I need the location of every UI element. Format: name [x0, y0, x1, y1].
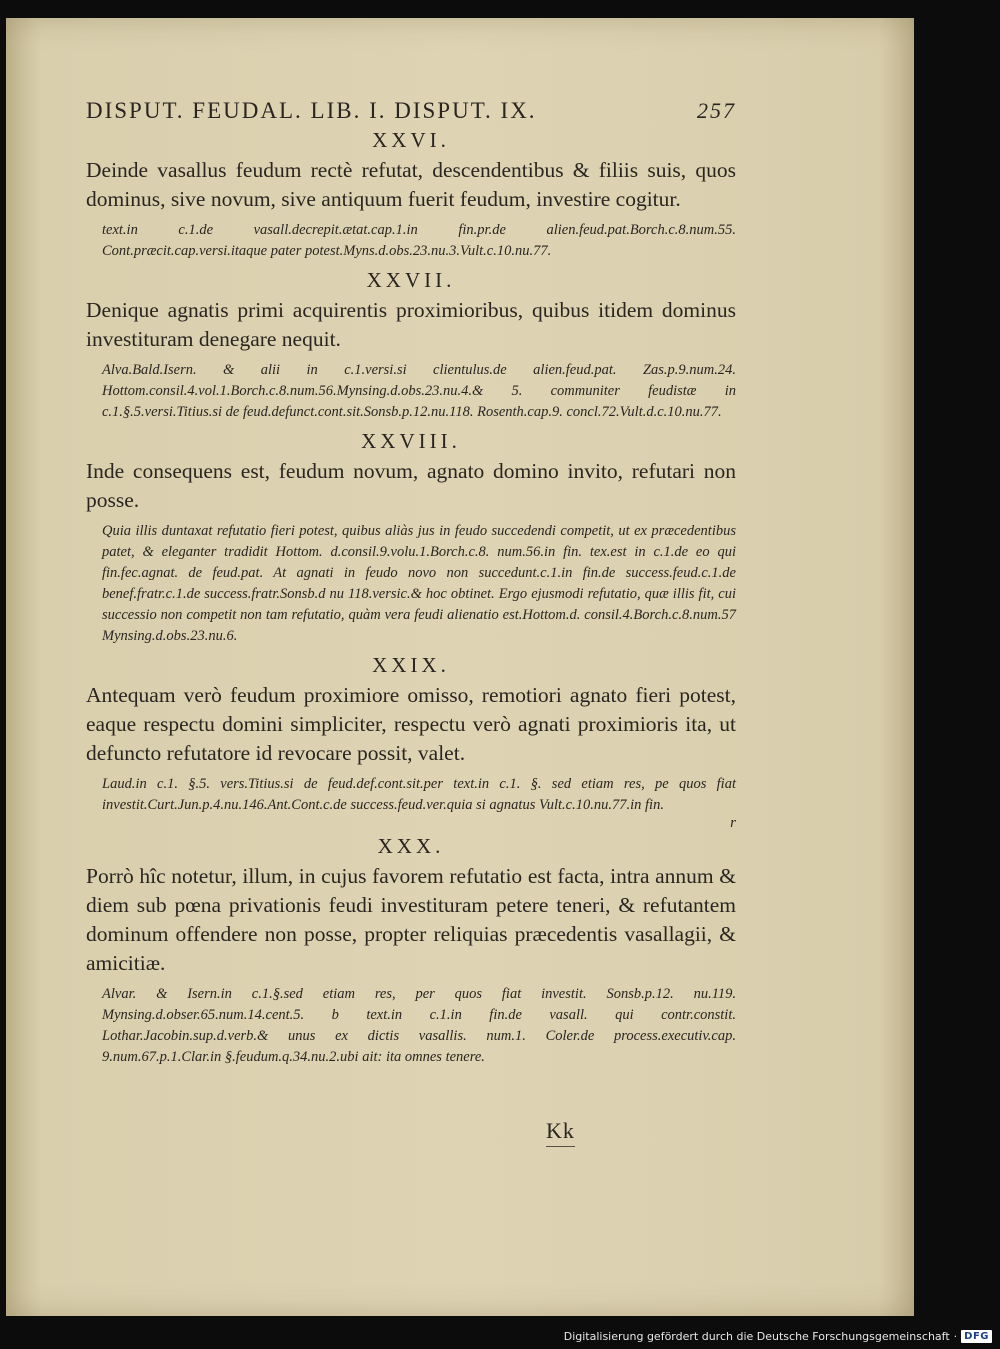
section-title: XXVIII. — [361, 429, 461, 453]
dfg-logo-icon: DFG — [961, 1330, 992, 1343]
section-xxvi — [86, 126, 736, 262]
citation-note: text.in c.1.de vasall.decrepit.ætat.cap.1.in fin.pr.de alien.feud.pat.Borch.c.8.num.55. Cont.præcit.cap.versi.itaque pater potest.Myns.d.obs.23.nu.3.Vult.c.10.nu.77. — [102, 222, 736, 259]
thesis-text: Porrò hîc notetur, illum, in cujus favorem refutatio est facta, intra annum & diem sub pœna privationis feudi investituram petere teneri, & refutantem dominum offendere non posse, propter reliquias præcedentis vasallagii, & amicitiæ. — [86, 864, 736, 975]
section-xxx — [86, 816, 736, 1068]
section-xxix — [86, 651, 736, 816]
citation-note: Laud.in c.1. §.5. vers.Titius.si de feud.def.cont.sit.per text.in c.1. §. sed etiam res, pe quos fiat investit.Curt.Jun.p.4.nu.146.Ant.Cont.c.de success.feud.ver.quia si agnatus Vult.c.10.nu.77.in fin. — [102, 776, 736, 813]
page-content — [86, 98, 736, 1143]
catchword: Kk — [546, 1118, 575, 1147]
thesis-text: Deinde vasallus feudum rectè refutat, descendentibus & filiis suis, quos dominus, sive novum, sive antiquum fuerit feudum, investire cogitur. — [86, 158, 736, 211]
thesis-text: Antequam verò feudum proximiore omisso, remotiori agnato fieri potest, eaque respectu domini simpliciter, respectu verò agnati proximioris ita, ut defuncto refutatore id revocare possit, valet. — [86, 683, 736, 765]
running-header — [86, 98, 736, 124]
citation-note: Alva.Bald.Isern. & alii in c.1.versi.si clientulus.de alien.feud.pat. Zas.p.9.num.24. Hottom.consil.4.vol.1.Borch.c.8.num.56.Mynsing.d.obs.23.nu.4.& 5. communiter feudistæ in c.1.§.5.versi.Titius.si de feud.defunct.cont.sit.Sonsb.p.12.nu.118. Rosenth.cap.9. concl.72.Vult.d.c.10.nu.77. — [102, 362, 736, 420]
footer-credit: Digitalisierung gefördert durch die Deutsche Forschungsgemeinschaft — [563, 1330, 950, 1343]
section-xxviii — [86, 427, 736, 647]
margin-marker: r — [730, 815, 736, 831]
section-xxvii — [86, 266, 736, 423]
thesis-text: Inde consequens est, feudum novum, agnato domino invito, refutari non posse. — [86, 459, 736, 512]
citation-note: Alvar. & Isern.in c.1.§.sed etiam res, per quos fiat investit. Sonsb.p.12. nu.119. Mynsing.d.obser.65.num.14.cent.5. b text.in c.1.in fin.de vasall. qui contr.constit. Lothar.Jacobin.sup.d.verb.& unus ex dictis vasallis. num.1. Coler.de process.executiv.cap. 9.num.67.p.1.Clar.in §.feudum.q.34.nu.2.ubi ait: ita omnes tenere. — [102, 986, 736, 1065]
citation-note: Quia illis duntaxat refutatio fieri potest, quibus aliàs jus in feudo succedendi competit, ut ex præcedentibus patet, & eleganter tradidit Hottom. d.consil.9.volu.1.Borch.c.8. num.56.in fin. tex.est in c.1.de eo qui fin.fec.agnat. de feud.pat. At agnati in feudo novo non succedunt.c.1.in fin.de success.feud.c.1.de benef.fratr.c.1.de success.fratr.Sonsb.d nu 118.versic.& hoc obtinet. Ergo ejusmodi refutatio, quæ illis fit, cui successio non competit non tam refutatio, quàm vera feudi alienatio est.Hottom.d. consil.4.Borch.c.8.num.57 Mynsing.d.obs.23.nu.6. — [102, 523, 736, 644]
digitization-footer: Digitalisierung gefördert durch die Deutsche Forschungsgemeinschaft · DFG — [564, 1330, 992, 1343]
scanned-page — [6, 18, 914, 1316]
section-title: XXIX. — [372, 653, 450, 677]
section-title: XXX. — [377, 834, 445, 858]
page-number: 257 — [697, 98, 736, 123]
section-title: XXVI. — [372, 128, 450, 152]
section-title: XXVII. — [366, 268, 456, 292]
thesis-text: Denique agnatis primi acquirentis proximioribus, quibus itidem dominus investituram denegare nequit. — [86, 298, 736, 351]
running-title: DISPUT. FEUDAL. LIB. I. DISPUT. IX. — [86, 98, 537, 123]
